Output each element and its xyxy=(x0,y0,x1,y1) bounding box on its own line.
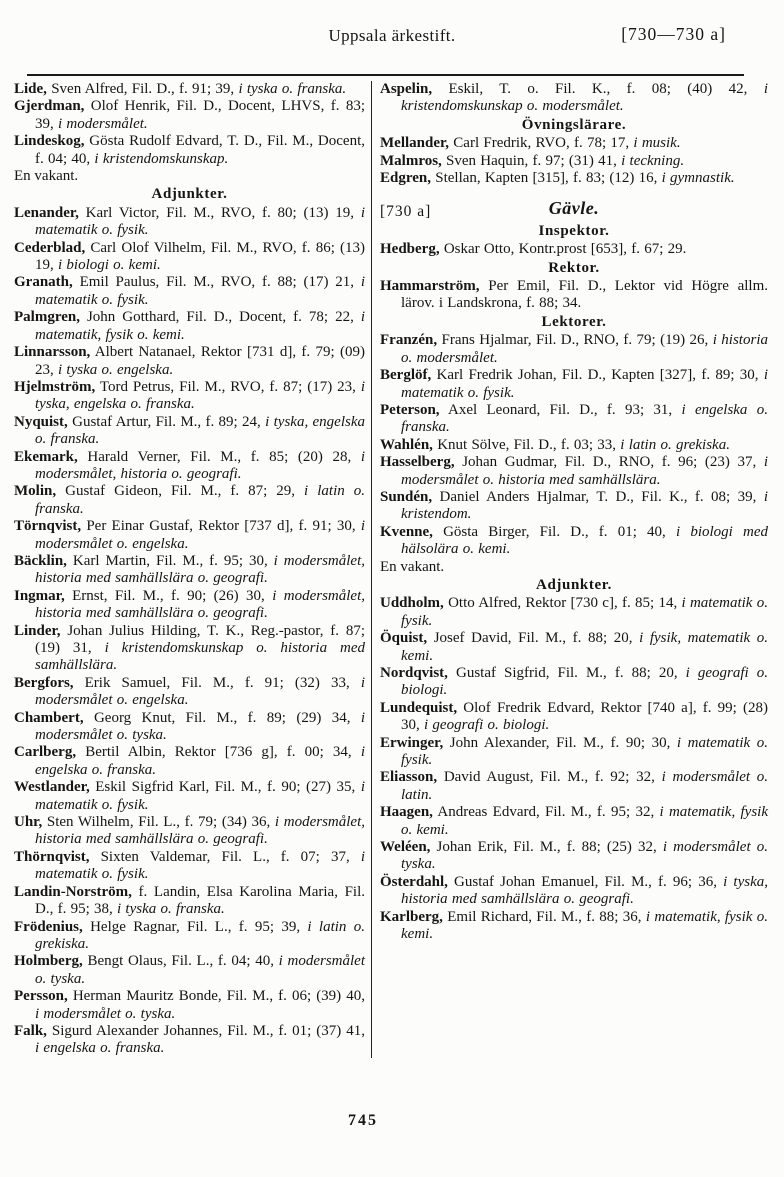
entry-details: Gustaf Gideon, Fil. M., f. 87; 29, xyxy=(56,483,305,500)
entry-surname: Gjerdman, xyxy=(14,98,85,115)
directory-entry xyxy=(380,700,768,735)
entry-surname: Mellander, xyxy=(380,135,450,152)
entry-surname: Nordqvist, xyxy=(380,665,448,681)
directory-entry xyxy=(380,839,768,874)
directory-entry xyxy=(14,588,365,623)
directory-entry xyxy=(14,1023,365,1058)
entry-subjects: i modersmålet o. engelska. xyxy=(35,674,365,709)
directory-entry xyxy=(380,630,768,665)
entry-subjects: i musik. xyxy=(633,135,681,152)
entry-surname: Cederblad, xyxy=(14,239,86,256)
entry-subjects: i latin o. franska. xyxy=(35,483,365,517)
entry-details: Oskar Otto, Kontr.prost [653], f. 67; 29. xyxy=(439,241,687,258)
entry-details: Gustaf Artur, Fil. M., f. 89; 24, xyxy=(67,413,266,430)
directory-entry xyxy=(380,332,768,367)
directory-entry xyxy=(14,953,365,988)
entry-details: Eskil Sigfrid Karl, Fil. M., f. 90; (27) 35, xyxy=(89,779,361,796)
entry-surname: Molin, xyxy=(14,483,57,500)
entry-details: Gösta Rudolf Edvard, T. D., Fil. M., Docent, f. 04; 40, xyxy=(35,133,365,167)
entry-surname: Falk, xyxy=(14,1022,47,1039)
entry-surname: Ekemark, xyxy=(14,448,78,465)
directory-entry xyxy=(380,735,768,770)
directory-entry xyxy=(380,437,768,454)
directory-entry xyxy=(380,489,768,524)
page-footer xyxy=(0,1112,784,1130)
directory-entry xyxy=(14,483,365,518)
entry-details: Sigurd Alexander Johannes, Fil. M., f. 01; (37) 41, xyxy=(46,1022,365,1039)
entry-surname: Aspelin, xyxy=(380,81,433,97)
directory-entry xyxy=(14,919,365,954)
entry-subjects: i historia o. modersmålet. xyxy=(401,332,768,366)
directory-entry xyxy=(14,344,365,379)
entry-subjects: i matematik o. fysik. xyxy=(35,204,365,239)
page-header xyxy=(0,0,784,72)
entry-details: Andreas Edvard, Fil. M., f. 95; 32, xyxy=(432,804,660,821)
directory-entry xyxy=(14,623,365,675)
entry-surname: Linnarsson, xyxy=(14,344,91,361)
entry-surname: Bergfors, xyxy=(14,674,74,691)
entry-details: Johan Julius Hilding, T. K., Reg.-pastor, f. 87; (19) 31, xyxy=(35,622,365,656)
directory-entry xyxy=(14,449,365,484)
entry-details: Harald Verner, Fil. M., f. 85; (20) 28, xyxy=(77,448,361,465)
entry-surname: Hedberg, xyxy=(380,241,440,258)
entry-details: Olof Henrik, Fil. D., Docent, LHVS, f. 83; 39, xyxy=(35,98,365,132)
entry-surname: Holmberg, xyxy=(14,953,83,970)
directory-entry xyxy=(380,804,768,839)
entry-surname: Weléen, xyxy=(380,839,431,856)
entry-subjects: i kristendomskunskap. xyxy=(94,150,229,167)
entry-details: Gustaf Sigfrid, Fil. M., f. 88; 20, xyxy=(447,665,686,681)
entry-details: Erik Samuel, Fil. M., f. 91; (32) 33, xyxy=(73,674,361,691)
entry-surname: Öquist, xyxy=(380,630,428,647)
entry-details: Albert Natanael, Rektor [731 d], f. 79; (09) 23, xyxy=(35,344,365,378)
directory-entry xyxy=(14,884,365,919)
entry-surname: Wahlén, xyxy=(380,436,433,453)
directory-entry xyxy=(14,240,365,275)
entry-details: Emil Richard, Fil. M., f. 88; 36, xyxy=(442,908,646,925)
entry-details: Axel Leonard, Fil. D., f. 93; 31, xyxy=(439,401,682,418)
entry-details: John Gotthard, Fil. D., Docent, f. 78; 22, xyxy=(79,309,361,326)
directory-entry xyxy=(14,205,365,240)
entry-details: Karl Martin, Fil. M., f. 95; 30, xyxy=(66,552,274,569)
entry-subjects: i modersmålet o. engelska. xyxy=(35,518,365,552)
entry-surname: Thörnqvist, xyxy=(14,848,90,865)
role-heading: Inspektor. xyxy=(538,222,610,239)
directory-entry xyxy=(380,241,768,258)
entry-surname: Hasselberg, xyxy=(380,454,455,471)
entry-surname: Hammarström, xyxy=(380,278,480,295)
entry-subjects: i modersmålet, historia med samhällslära o. geografi. xyxy=(35,552,365,587)
entry-subjects: i teckning. xyxy=(621,152,685,169)
entry-surname: Lide, xyxy=(14,81,47,97)
directory-entry xyxy=(14,133,365,168)
entry-subjects: i kristendomskunskap o. historia med samhällslära. xyxy=(35,640,366,674)
left-column xyxy=(14,81,371,1058)
role-heading: Adjunkter. xyxy=(151,186,228,203)
entry-subjects: i latin o. grekiska. xyxy=(35,918,365,952)
entry-surname: Kvenne, xyxy=(380,523,433,540)
entry-subjects: i modersmålet, historia o. geografi. xyxy=(35,448,365,482)
directory-entry xyxy=(14,988,365,1023)
entry-details: Georg Knut, Fil. M., f. 89; (29) 34, xyxy=(83,709,361,726)
entry-details: Stellan, Kapten [315], f. 83; (12) 16, xyxy=(430,170,662,187)
directory-entry xyxy=(380,81,768,116)
entry-details: Eskil, T. o. Fil. K., f. 08; (40) 42, xyxy=(432,81,764,97)
entry-details: David August, Fil. M., f. 92; 32, xyxy=(437,769,662,786)
entry-surname: Lenander, xyxy=(14,204,79,221)
entry-surname: Eliasson, xyxy=(380,769,438,786)
role-heading: Rektor. xyxy=(548,259,600,276)
entry-surname: Malmros, xyxy=(380,152,442,169)
entry-subjects: i modersmålet, historia med samhällslära o. geografi. xyxy=(35,814,365,848)
entry-subjects: i modersmålet o. historia med samhällslära. xyxy=(401,454,768,488)
entry-details: Johan Erik, Fil. M., f. 88; (25) 32, xyxy=(430,839,663,856)
entry-details: Bertil Albin, Rektor [736 g], f. 00; 34, xyxy=(76,744,361,761)
directory-entry xyxy=(380,153,768,170)
entry-surname: Törnqvist, xyxy=(14,518,82,535)
directory-entry xyxy=(14,553,365,588)
entry-surname: Haagen, xyxy=(380,804,433,821)
directory-entry xyxy=(14,849,365,884)
entry-subjects: i geografi o. biologi. xyxy=(401,665,768,699)
entry-surname: Persson, xyxy=(14,988,68,1005)
directory-entry xyxy=(380,665,768,700)
entry-surname: Franzén, xyxy=(380,332,438,349)
entry-subjects: i modersmålet. xyxy=(58,115,148,132)
entry-subjects: i fysik, matematik o. kemi. xyxy=(401,630,768,664)
entry-subjects: i tyska, engelska o. franska. xyxy=(35,378,365,413)
running-head-section-range: [730—730 a] xyxy=(621,24,726,44)
page-number: 745 xyxy=(348,1112,378,1129)
entry-details: Sixten Valdemar, Fil. L., f. 07; 37, xyxy=(89,848,361,865)
section-title: Gävle. xyxy=(548,198,600,219)
entry-subjects: i modersmålet o. tyska. xyxy=(35,709,365,744)
directory-entry xyxy=(380,170,768,187)
directory-entry xyxy=(380,874,768,909)
right-column xyxy=(371,81,768,1058)
entry-surname: Sundén, xyxy=(380,488,433,505)
directory-entry xyxy=(14,744,365,779)
header-rule xyxy=(27,74,744,76)
entry-subjects: i latin o. grekiska. xyxy=(620,436,730,453)
entry-subjects: i biologi med hälsolära o. kemi. xyxy=(401,523,768,558)
entry-details: John Alexander, Fil. M., f. 90; 30, xyxy=(443,734,677,751)
directory-entry xyxy=(14,779,365,814)
directory-entry xyxy=(14,675,365,710)
entry-surname: Frödenius, xyxy=(14,918,83,935)
entry-details: Bengt Olaus, Fil. L., f. 04; 40, xyxy=(82,953,279,970)
directory-entry xyxy=(380,402,768,437)
entry-surname: Uhr, xyxy=(14,814,43,831)
entry-subjects: i matematik o. fysik. xyxy=(35,274,365,308)
entry-subjects: i kristendomskunskap o. modersmålet. xyxy=(401,81,768,115)
entry-subjects: i engelska o. franska. xyxy=(401,401,768,436)
entry-details: Frans Hjalmar, Fil. D., RNO, f. 79; (19) 26, xyxy=(437,332,713,349)
directory-entry xyxy=(14,518,365,553)
directory-entry xyxy=(380,595,768,630)
directory-entry xyxy=(380,524,768,559)
entry-details: Josef David, Fil. M., f. 88; 20, xyxy=(427,630,640,647)
directory-entry xyxy=(380,278,768,313)
entry-details: Sven Alfred, Fil. D., f. 91; 39, xyxy=(46,81,239,97)
entry-subjects: i matematik o. fysik. xyxy=(401,595,768,629)
vacancy-note: En vakant. xyxy=(14,168,79,185)
entry-surname: Berglöf, xyxy=(380,367,432,384)
entry-details: Per Emil, Fil. D., Lektor vid Högre allm. lärov. i Landskrona, f. 88; 34. xyxy=(401,278,768,312)
entry-details: Carl Olof Vilhelm, Fil. M., RVO, f. 86; (13) 19, xyxy=(35,239,365,274)
entry-surname: Carlberg, xyxy=(14,744,77,761)
entry-details: Gustaf Johan Emanuel, Fil. M., f. 96; 36, xyxy=(447,873,724,890)
entry-details: Ernst, Fil. M., f. 90; (26) 30, xyxy=(64,587,273,604)
entry-subjects: i engelska o. franska. xyxy=(35,1040,165,1057)
entry-details: Tord Petrus, Fil. M., RVO, f. 87; (17) 23, xyxy=(95,378,361,395)
role-heading: Övningslärare. xyxy=(521,116,627,133)
entry-surname: Westlander, xyxy=(14,779,90,796)
section-ref: [730 a] xyxy=(380,203,432,221)
entry-surname: Landin-Norström, xyxy=(14,883,132,900)
entry-details: Knut Sölve, Fil. D., f. 03; 33, xyxy=(432,436,621,453)
entry-subjects: i tyska o. franska. xyxy=(238,81,347,97)
entry-surname: Linder, xyxy=(14,622,61,639)
section-heading xyxy=(380,200,768,219)
entry-details: Karl Fredrik Johan, Fil. D., Kapten [327], f. 89; 30, xyxy=(431,367,764,384)
entry-details: Carl Fredrik, RVO, f. 78; 17, xyxy=(449,135,634,152)
entry-details: Gösta Birger, Fil. D., f. 01; 40, xyxy=(432,523,676,540)
entry-details: Daniel Anders Hjalmar, T. D., Fil. K., f. 08; 39, xyxy=(432,488,764,505)
entry-surname: Nyquist, xyxy=(14,413,68,430)
entry-details: Otto Alfred, Rektor [730 c], f. 85; 14, xyxy=(443,595,682,612)
entry-subjects: i modersmålet o. latin. xyxy=(401,769,768,803)
entry-surname: Granath, xyxy=(14,274,73,291)
directory-entry xyxy=(380,367,768,402)
entry-subjects: i geografi o. biologi. xyxy=(424,717,550,734)
directory-entry xyxy=(380,909,768,944)
directory-entry xyxy=(14,814,365,849)
entry-details: Sten Wilhelm, Fil. L., f. 79; (34) 36, xyxy=(42,814,275,831)
entry-subjects: i matematik o. fysik. xyxy=(401,734,768,769)
entry-subjects: i gymnastik. xyxy=(661,170,735,187)
entry-surname: Peterson, xyxy=(380,401,440,418)
entry-subjects: i matematik o. fysik. xyxy=(35,848,365,883)
vacancy-note: En vakant. xyxy=(380,558,445,575)
entry-details: Helge Ragnar, Fil. L., f. 95; 39, xyxy=(82,918,308,935)
entry-subjects: i modersmålet o. tyska. xyxy=(35,1005,176,1022)
directory-entry xyxy=(380,454,768,489)
directory-entry xyxy=(14,98,365,133)
running-head-title: Uppsala ärkestift. xyxy=(328,26,456,45)
entry-surname: Karlberg, xyxy=(380,908,443,925)
entry-surname: Palmgren, xyxy=(14,309,80,326)
role-heading: Adjunkter. xyxy=(536,576,612,593)
directory-entry xyxy=(380,135,768,152)
entry-details: Olof Fredrik Edvard, Rektor [740 a], f. 99; (28) 30, xyxy=(401,699,768,734)
entry-subjects: i matematik o. fysik. xyxy=(401,367,768,401)
directory-entry xyxy=(14,309,365,344)
directory-entry xyxy=(14,274,365,309)
entry-subjects: i kristendom. xyxy=(401,488,768,523)
entry-surname: Österdahl, xyxy=(380,873,448,890)
entry-subjects: i matematik o. fysik. xyxy=(35,779,365,813)
entry-details: Sven Haquin, f. 97; (31) 41, xyxy=(441,152,622,169)
entry-surname: Lundequist, xyxy=(380,699,458,716)
entry-surname: Edgren, xyxy=(380,170,431,187)
entry-details: Herman Mauritz Bonde, Fil. M., f. 06; (39) 40, xyxy=(67,988,365,1005)
entry-surname: Bäcklin, xyxy=(14,552,67,569)
directory-entry xyxy=(380,769,768,804)
entry-surname: Chambert, xyxy=(14,709,84,726)
entry-surname: Ingmar, xyxy=(14,587,65,604)
directory-entry xyxy=(14,81,365,98)
role-heading: Lektorer. xyxy=(541,313,607,330)
entry-details: Johan Gudmar, Fil. D., RNO, f. 96; (23) 37, xyxy=(454,454,764,471)
entry-details: Per Einar Gustaf, Rektor [737 d], f. 91; 30, xyxy=(81,518,361,535)
entry-details: f. Landin, Elsa Karolina Maria, Fil. D., f. 95; 38, xyxy=(35,883,365,918)
entry-surname: Uddholm, xyxy=(380,595,444,612)
directory-entry xyxy=(14,379,365,414)
entry-surname: Erwinger, xyxy=(380,734,444,751)
entry-subjects: i modersmålet o. tyska. xyxy=(401,839,768,873)
entry-surname: Hjelmström, xyxy=(14,378,96,395)
entry-subjects: i modersmålet o. tyska. xyxy=(35,953,365,987)
entry-subjects: i matematik, fysik o. kemi. xyxy=(401,804,768,838)
entry-details: Emil Paulus, Fil. M., RVO, f. 88; (17) 21, xyxy=(72,274,361,291)
entry-subjects: i matematik, fysik o. kemi. xyxy=(35,309,365,343)
entry-surname: Lindeskog, xyxy=(14,133,85,150)
entry-subjects: i modersmålet, historia med samhällslära o. geografi. xyxy=(35,587,365,622)
entry-subjects: i tyska o. engelska. xyxy=(58,361,174,378)
directory-entry xyxy=(14,414,365,449)
two-column-text-body xyxy=(14,81,768,1058)
entry-subjects: i matematik, fysik o. kemi. xyxy=(401,908,769,943)
entry-subjects: i tyska, engelska o. franska. xyxy=(35,413,365,448)
entry-details: Karl Victor, Fil. M., RVO, f. 80; (13) 19, xyxy=(78,204,361,221)
entry-subjects: i tyska o. franska. xyxy=(117,901,225,918)
entry-subjects: i biologi o. kemi. xyxy=(58,257,161,274)
entry-subjects: i engelska o. franska. xyxy=(35,744,365,778)
directory-entry xyxy=(14,710,365,745)
entry-subjects: i tyska, historia med samhällslära o. geografi. xyxy=(401,873,768,908)
